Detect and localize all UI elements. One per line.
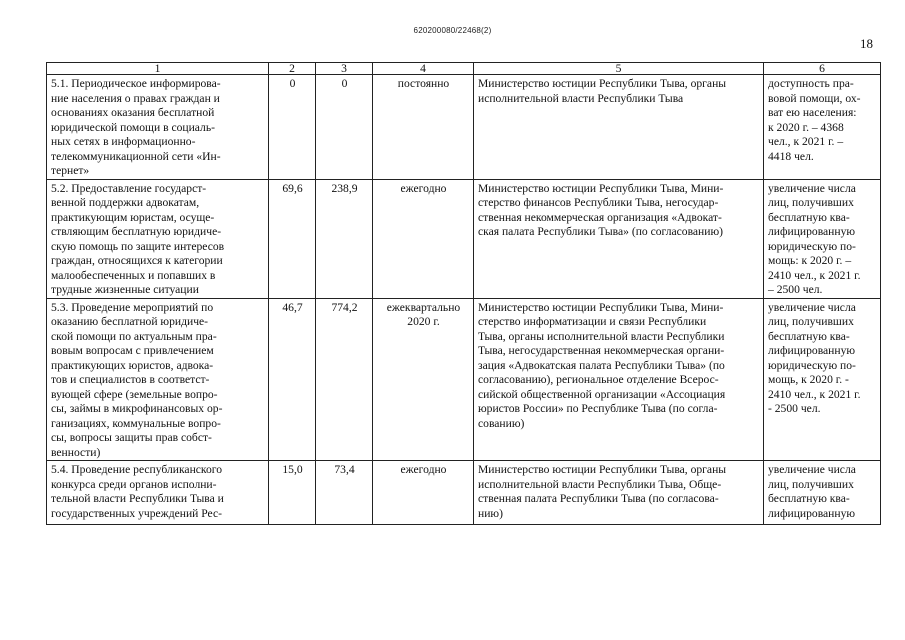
executors-cell: Министерство юстиции Республики Тыва, Мини- стерство информатизации и связи Республики Тыва, органы исполнительной власти Республики Тыва, негосударственная некоммерческая органи- зация «Адвокатская палата Республики Тыва» (по согласованию), региональное отделение Всерос- сийской общественной организации «Ассоциация юристов России» по Республике Тыва (по согла- сованию): [474, 298, 764, 461]
period-cell: ежегодно: [373, 461, 474, 525]
value-col3-cell: 0: [316, 75, 373, 180]
header-cell-4: 4: [373, 63, 474, 75]
value-col2-cell: 46,7: [269, 298, 316, 461]
executors-cell: Министерство юстиции Республики Тыва, Мини- стерство финансов Республики Тыва, негосудар- ственная некоммерческая организация «Адвокат- ская палата Республики Тыва» (по согласованию): [474, 179, 764, 298]
header-cell-3: 3: [316, 63, 373, 75]
value-col3-cell: 73,4: [316, 461, 373, 525]
measure-cell: 5.2. Предоставление государст- венной поддержки адвокатам, практикующим юристам, осуще- ствляющим бесплатную юридиче- скую помощь по защите интересов граждан, относящихся к категории малообеспеченных и попавших в трудные жизненные ситуации: [47, 179, 269, 298]
result-cell: увеличение числа лиц, получивших бесплатную ква- лифицированную: [764, 461, 881, 525]
result-cell: увеличение числа лиц, получивших бесплатную ква- лифицированную юридическую по- мощь: к 2020 г. – 2410 чел., к 2021 г. – 2500 чел.: [764, 179, 881, 298]
header-cell-6: 6: [764, 63, 881, 75]
result-cell: увеличение числа лиц, получивших бесплатную ква- лифицированную юридическую по- мощь, к 2020 г. - 2410 чел., к 2021 г. - 2500 чел.: [764, 298, 881, 461]
header-row: [47, 63, 881, 75]
value-col2-cell: 15,0: [269, 461, 316, 525]
executors-cell: Министерство юстиции Республики Тыва, органы исполнительной власти Республики Тыва, Обще- ственная палата Республики Тыва (по согласова- нию): [474, 461, 764, 525]
period-cell: ежегодно: [373, 179, 474, 298]
result-cell: доступность пра- вовой помощи, ох- ват ею населения: к 2020 г. – 4368 чел., к 2021 г. – 4418 чел.: [764, 75, 881, 180]
page-number: 18: [860, 36, 873, 51]
measure-cell: 5.3. Проведение мероприятий по оказанию бесплатной юридиче- ской помощи по актуальным пра- вовым вопросам с привлечением практикующих юристов, адвока- тов и специалистов в соответст- вующей сфере (земельные вопро- сы, займы в микрофинансовых ор- ганизациях, коммунальные вопро- сы, вопросы защиты прав собст- венности): [47, 298, 269, 461]
measure-cell: 5.1. Периодическое информирова- ние населения о правах граждан и основаниях оказания бесплатной юридической помощи в социаль- ных сетях в информационно- телекоммуникационной сети «Ин- тернет»: [47, 75, 269, 180]
table-row: [47, 75, 881, 180]
executors-cell: Министерство юстиции Республики Тыва, органы исполнительной власти Республики Тыва: [474, 75, 764, 180]
table-row: [47, 461, 881, 525]
table-row: [47, 298, 881, 461]
header-cell-5: 5: [474, 63, 764, 75]
header-cell-1: 1: [47, 63, 269, 75]
table-row: [47, 179, 881, 298]
header-cell-2: 2: [269, 63, 316, 75]
value-col3-cell: 238,9: [316, 179, 373, 298]
document-id: 620200080/22468(2): [413, 26, 492, 35]
measure-cell: 5.4. Проведение республиканского конкурса среди органов исполни- тельной власти Республики Тыва и государственных учреждений Рес-: [47, 461, 269, 525]
period-cell: ежеквартально 2020 г.: [373, 298, 474, 461]
value-col2-cell: 69,6: [269, 179, 316, 298]
value-col2-cell: 0: [269, 75, 316, 180]
measures-table: [46, 62, 881, 525]
value-col3-cell: 774,2: [316, 298, 373, 461]
period-cell: постоянно: [373, 75, 474, 180]
